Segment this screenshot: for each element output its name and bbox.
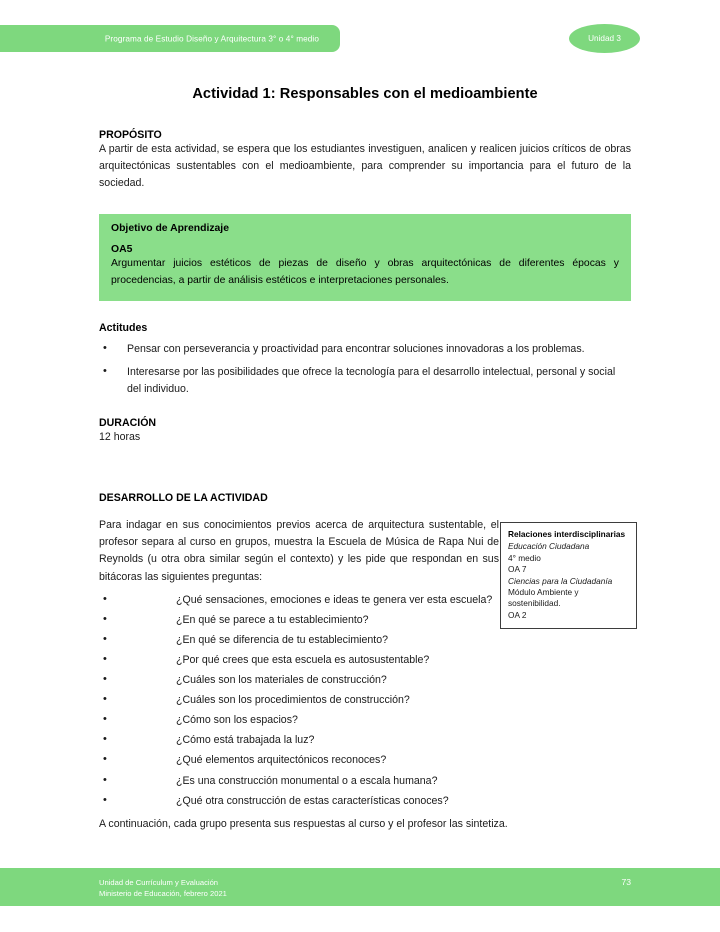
- list-item: • ¿Por qué crees que esta escuela es autosustentable?: [99, 655, 499, 666]
- desarrollo-intro-paragraph: Para indagar en sus conocimientos previos acerca de arquitectura sustentable, el profesor separa al curso en grupos, muestra la Escuela de Música de Rapa Nui de Reynolds (u otra obra similar según el contexto) y les pide que respondan en sus bitácoras las siguientes preguntas:: [99, 519, 499, 583]
- side-box-line: Educación Ciudadana: [508, 541, 590, 552]
- list-item: • ¿Cómo está trabajada la luz?: [99, 735, 499, 746]
- footer-credits: [99, 877, 227, 899]
- desarrollo-block: [99, 517, 631, 806]
- objetivo-code: OA5: [111, 244, 133, 256]
- side-box-line: OA 7: [508, 564, 527, 575]
- page-number: 73: [621, 877, 631, 887]
- side-box-line: Módulo Ambiente y: [508, 587, 579, 598]
- page-title: Actividad 1: Responsables con el medioambiente: [192, 86, 538, 102]
- side-box-line: 4° medio: [508, 552, 541, 563]
- objetivo-box-title: Objetivo de Aprendizaje: [111, 223, 229, 235]
- relaciones-interdisciplinarias-box: [500, 522, 637, 629]
- objetivo-aprendizaje-box: [99, 214, 631, 300]
- actitudes-list: [99, 341, 631, 398]
- footer-band: [0, 868, 720, 906]
- side-box-line: OA 2: [508, 609, 527, 620]
- list-item: • Pensar con perseverancia y proactividad para encontrar soluciones innovadoras a los problemas.: [99, 341, 631, 358]
- list-item: • Interesarse por las posibilidades que ofrece la tecnología para el desarrollo intelectual, personal y social del individuo.: [99, 364, 631, 397]
- list-item: • ¿Cómo son los espacios?: [99, 715, 499, 726]
- list-item: • ¿Qué elementos arquitectónicos reconoces?: [99, 755, 499, 766]
- document-content: [99, 0, 631, 833]
- objetivo-text: Argumentar juicios estéticos de piezas de diseño y obras arquitectónicas de diferentes épocas y procedencias, a partir de análisis estéticos e interpretaciones personales.: [111, 258, 619, 287]
- list-item: • ¿En qué se parece a tu establecimiento?: [99, 615, 499, 626]
- header-program-label: Programa de Estudio Diseño y Arquitectura 3° o 4° medio: [104, 34, 319, 43]
- list-item: • ¿Qué otra construcción de estas características conoces?: [99, 796, 499, 807]
- unit-badge-label: Unidad 3: [588, 34, 621, 43]
- side-box-title: Relaciones interdisciplinarias: [508, 529, 626, 540]
- proposito-paragraph: A partir de esta actividad, se espera que los estudiantes investiguen, analicen y realicen juicios críticos de obras arquitectónicas sustentables con el medioambiente, para comprender su importancia para el futuro de la sociedad.: [99, 143, 631, 190]
- section-heading-actitudes: Actitudes: [99, 321, 148, 334]
- section-heading-proposito: PROPÓSITO: [99, 129, 162, 141]
- desarrollo-questions-list: [99, 595, 499, 807]
- section-heading-duracion: DURACIÓN: [99, 416, 157, 429]
- side-box-line: sostenibilidad.: [508, 598, 561, 609]
- side-box-line: Ciencias para la Ciudadanía: [508, 575, 613, 586]
- list-item: • ¿Qué sensaciones, emociones e ideas te genera ver esta escuela?: [99, 595, 499, 606]
- list-item: • ¿Cuáles son los procedimientos de construcción?: [99, 695, 499, 706]
- duracion-value: 12 horas: [99, 430, 141, 443]
- list-item: • ¿Es una construcción monumental o a escala humana?: [99, 776, 499, 787]
- section-heading-desarrollo: DESARROLLO DE LA ACTIVIDAD: [99, 492, 268, 505]
- footer-line-2: Ministerio de Educación, febrero 2021: [99, 889, 227, 898]
- list-item: • ¿Cuáles son los materiales de construcción?: [99, 675, 499, 686]
- desarrollo-closing-paragraph: A continuación, cada grupo presenta sus respuestas al curso y el profesor las sintetiza.: [99, 817, 508, 830]
- list-item: • ¿En qué se diferencia de tu establecimiento?: [99, 635, 499, 646]
- footer-line-1: Unidad de Currículum y Evaluación: [99, 878, 219, 887]
